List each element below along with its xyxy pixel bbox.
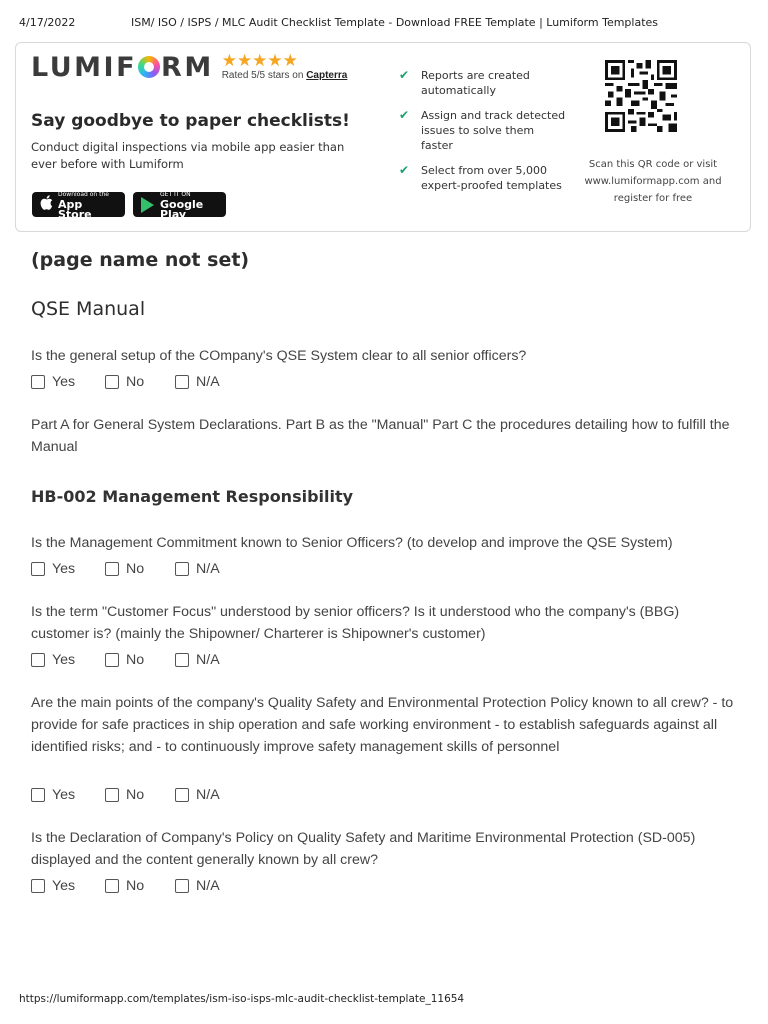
no-checkbox[interactable] xyxy=(105,375,119,389)
option-yes-label: Yes xyxy=(52,374,76,390)
google-play-small: GET IT ON xyxy=(160,190,191,198)
option-na-label: N/A xyxy=(196,878,220,894)
option-na[interactable] xyxy=(175,374,245,390)
feature-item xyxy=(399,163,569,193)
app-store-button[interactable] xyxy=(32,190,125,221)
feature-item xyxy=(399,108,569,153)
check-icon: ✔ xyxy=(399,163,410,177)
option-no[interactable] xyxy=(105,374,175,390)
option-yes-label: Yes xyxy=(52,787,76,803)
qr-caption: Scan this QR code or visit www.lumiformapp.com and register for free xyxy=(584,159,722,204)
option-no-label: No xyxy=(126,561,145,577)
yes-checkbox[interactable] xyxy=(31,788,45,802)
option-yes[interactable] xyxy=(31,652,105,668)
option-no-label: No xyxy=(126,652,145,668)
logo-text-left: LUMIF xyxy=(31,52,138,83)
answer-options xyxy=(31,561,245,577)
option-na-label: N/A xyxy=(196,561,220,577)
no-checkbox[interactable] xyxy=(105,653,119,667)
yes-checkbox[interactable] xyxy=(31,879,45,893)
yes-checkbox[interactable] xyxy=(31,375,45,389)
no-checkbox[interactable] xyxy=(105,562,119,576)
tagline: Say goodbye to paper checklists! xyxy=(31,111,350,131)
print-date: 4/17/2022 xyxy=(19,16,76,29)
option-na-label: N/A xyxy=(196,787,220,803)
answer-options xyxy=(31,374,245,390)
feature-item xyxy=(399,68,569,98)
rating xyxy=(222,52,348,81)
print-title: ISM/ ISO / ISPS / MLC Audit Checklist Template - Download FREE Template | Lumiform Templates xyxy=(131,16,659,29)
option-yes-label: Yes xyxy=(52,878,76,894)
apple-icon xyxy=(40,195,53,214)
note-text: Part A for General System Declarations. Part B as the "Manual" Part C the procedures detailing how to fulfill the Manual xyxy=(31,417,730,455)
footer-url: https://lumiformapp.com/templates/ism-iso-isps-mlc-audit-checklist-template_11654 xyxy=(19,993,465,1005)
option-yes-label: Yes xyxy=(52,652,76,668)
feature-list xyxy=(399,68,569,203)
option-no-label: No xyxy=(126,787,145,803)
logo-text-right: RM xyxy=(161,52,214,83)
answer-options xyxy=(31,652,245,668)
yes-checkbox[interactable] xyxy=(31,653,45,667)
option-na[interactable] xyxy=(175,561,245,577)
option-na[interactable] xyxy=(175,652,245,668)
option-yes[interactable] xyxy=(31,787,105,803)
option-na-label: N/A xyxy=(196,652,220,668)
capterra-link[interactable]: Capterra xyxy=(306,70,348,81)
question-text: Is the general setup of the COmpany's QSE System clear to all senior officers? xyxy=(31,348,527,364)
no-checkbox[interactable] xyxy=(105,788,119,802)
rating-text xyxy=(222,70,348,81)
option-no-label: No xyxy=(126,878,145,894)
option-yes[interactable] xyxy=(31,878,105,894)
google-play-big: Google Play xyxy=(160,197,204,221)
option-no[interactable] xyxy=(105,878,175,894)
na-checkbox[interactable] xyxy=(175,788,189,802)
question-text: Are the main points of the company's Quality Safety and Environmental Protection Policy known to all crew? - to provide for safe practices in ship operation and safe working environment - to establish safeguards against all identified risks; and - to continuously improve safety management skills of personnel xyxy=(31,695,734,755)
option-no[interactable] xyxy=(105,561,175,577)
qr-code-icon[interactable] xyxy=(605,60,677,132)
page-name: (page name not set) xyxy=(31,249,250,271)
logo-o-icon xyxy=(138,56,160,78)
star-rating-icon: ★★★★★ xyxy=(221,51,298,70)
app-store-small: Download on the xyxy=(58,190,109,198)
na-checkbox[interactable] xyxy=(175,879,189,893)
na-checkbox[interactable] xyxy=(175,562,189,576)
question-text: Is the Management Commitment known to Senior Officers? (to develop and improve the QSE System) xyxy=(31,535,673,551)
question-text: Is the term "Customer Focus" understood by senior officers? Is it understood who the company's (BBG) customer is? (mainly the Shipowner/ Charterer is Shipowner's customer) xyxy=(31,604,680,642)
check-icon: ✔ xyxy=(399,68,410,82)
feature-text: Assign and track detected issues to solve them faster xyxy=(421,109,566,152)
section-title: QSE Manual xyxy=(31,298,146,320)
option-yes[interactable] xyxy=(31,561,105,577)
option-na[interactable] xyxy=(175,878,245,894)
google-play-icon xyxy=(141,197,154,213)
option-no[interactable] xyxy=(105,787,175,803)
rating-prefix: Rated 5/5 stars on xyxy=(221,70,307,81)
check-icon: ✔ xyxy=(399,108,410,122)
question-text: Is the Declaration of Company's Policy on Quality Safety and Maritime Environmental Protection (SD-005) displayed and the content generally known by all crew? xyxy=(31,830,696,868)
yes-checkbox[interactable] xyxy=(31,562,45,576)
option-na-label: N/A xyxy=(196,374,220,390)
option-na[interactable] xyxy=(175,787,245,803)
promo-banner xyxy=(15,42,751,232)
option-yes[interactable] xyxy=(31,374,105,390)
na-checkbox[interactable] xyxy=(175,375,189,389)
app-store-big: App Store xyxy=(58,197,92,221)
feature-text: Select from over 5,000 expert-proofed templates xyxy=(421,164,562,192)
logo-row xyxy=(31,52,347,84)
google-play-button[interactable] xyxy=(133,190,226,221)
na-checkbox[interactable] xyxy=(175,653,189,667)
subsection-title: HB-002 Management Responsibility xyxy=(31,487,354,506)
feature-text: Reports are created automatically xyxy=(421,69,530,97)
answer-options xyxy=(31,878,245,894)
option-yes-label: Yes xyxy=(52,561,76,577)
no-checkbox[interactable] xyxy=(105,879,119,893)
option-no-label: No xyxy=(126,374,145,390)
answer-options xyxy=(31,787,245,803)
option-no[interactable] xyxy=(105,652,175,668)
lumiform-logo[interactable] xyxy=(31,52,214,84)
tagline-description: Conduct digital inspections via mobile app easier than ever before with Lumiform xyxy=(31,140,345,171)
